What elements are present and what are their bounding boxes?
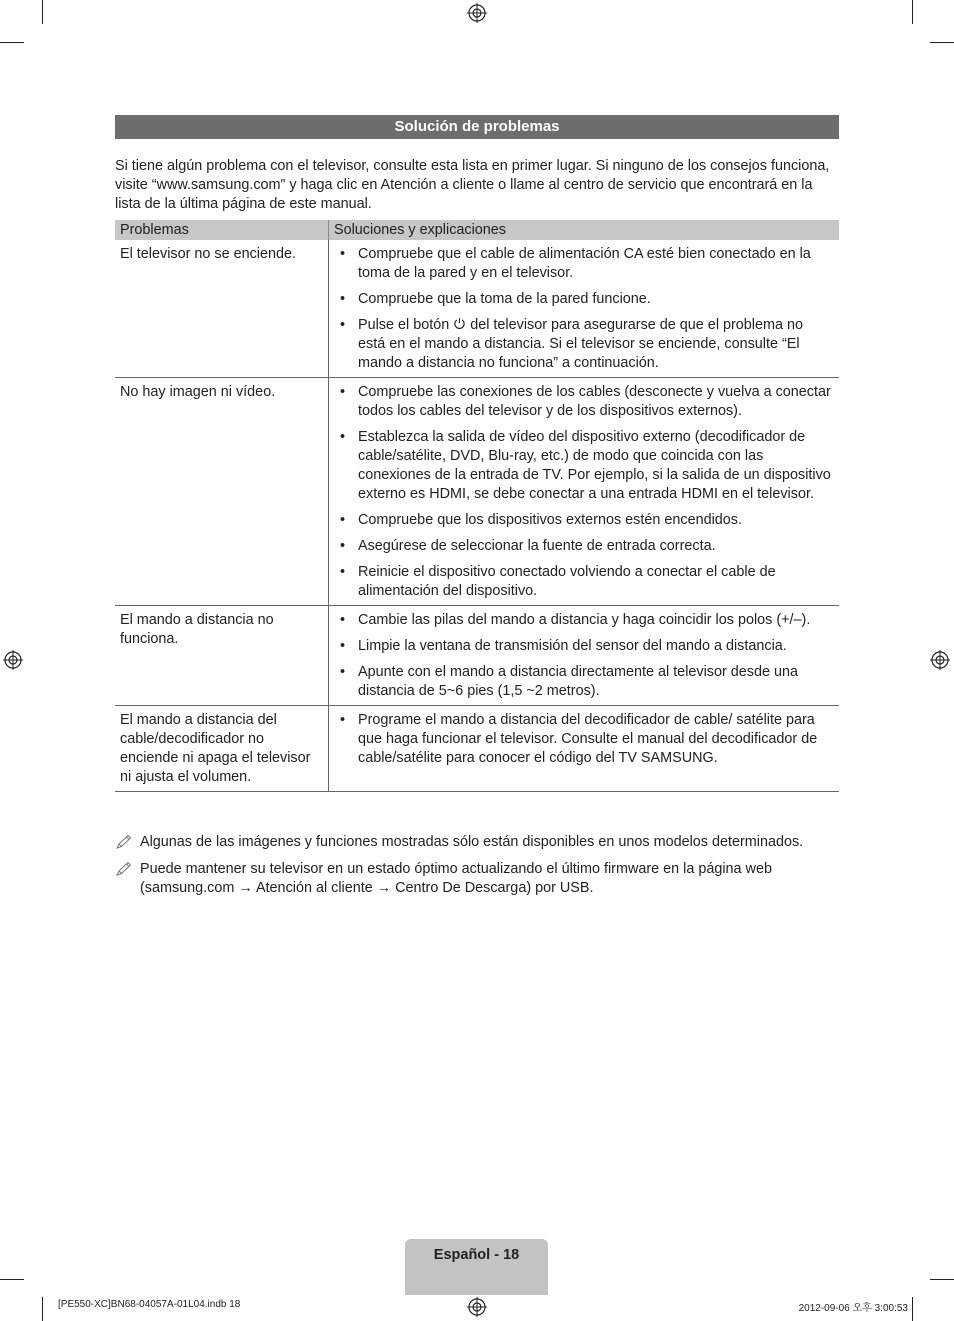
table-row bbox=[115, 706, 839, 792]
table-header-row bbox=[115, 220, 839, 240]
list-item bbox=[334, 511, 834, 530]
crop-mark bbox=[42, 1297, 43, 1321]
solution-text: Compruebe que la toma de la pared funcione. bbox=[358, 291, 651, 307]
list-item bbox=[334, 537, 834, 556]
crop-mark bbox=[0, 42, 24, 43]
bullet: • bbox=[340, 246, 346, 262]
bullet: • bbox=[340, 429, 346, 445]
crop-mark bbox=[912, 0, 913, 24]
solutions-list bbox=[334, 383, 834, 601]
problem-cell: No hay imagen ni vídeo. bbox=[115, 378, 329, 606]
solution-text: Compruebe que los dispositivos externos estén encendidos. bbox=[358, 512, 742, 528]
notes-section bbox=[115, 833, 839, 906]
note-text: Algunas de las imágenes y funciones mostradas sólo están disponibles en unos modelos determinados. bbox=[140, 834, 804, 850]
solution-text: del televisor para asegurarse de que el problema no está en el mando a distancia. Si el televisor se enciende, consulte “El mando a distancia no funciona” a continuación. bbox=[358, 317, 804, 371]
registration-mark-icon bbox=[467, 3, 487, 23]
list-item bbox=[334, 383, 834, 421]
footer-file-name: [PE550-XC]BN68-04057A-01L04.indb 18 bbox=[58, 1299, 241, 1310]
solutions-cell bbox=[329, 706, 840, 792]
note-item bbox=[115, 833, 839, 852]
solution-text: Reinicie el dispositivo conectado volviendo a conectar el cable de alimentación del dispositivo. bbox=[358, 564, 776, 599]
solution-text: Cambie las pilas del mando a distancia y haga coincidir los polos (+/–). bbox=[358, 612, 811, 628]
registration-mark-icon bbox=[3, 650, 23, 670]
bullet: • bbox=[340, 712, 346, 728]
column-header-solutions: Soluciones y explicaciones bbox=[329, 220, 840, 240]
page-number-tab: Español - 18 bbox=[405, 1239, 548, 1295]
list-item bbox=[334, 245, 834, 283]
solution-text: Asegúrese de seleccionar la fuente de entrada correcta. bbox=[358, 538, 716, 554]
bullet: • bbox=[340, 538, 346, 554]
list-item bbox=[334, 663, 834, 701]
list-item bbox=[334, 290, 834, 309]
list-item bbox=[334, 711, 834, 768]
list-item bbox=[334, 563, 834, 601]
list-item bbox=[334, 316, 834, 373]
registration-mark-icon bbox=[930, 650, 950, 670]
crop-mark bbox=[930, 1279, 954, 1280]
power-icon bbox=[453, 317, 466, 330]
solution-text: Limpie la ventana de transmisión del sensor del mando a distancia. bbox=[358, 638, 787, 654]
note-text: Puede mantener su televisor en un estado óptimo actualizando el último firmware en la página web (samsung.com → Atención al cliente → Centro De Descarga) por USB. bbox=[140, 861, 772, 896]
bullet: • bbox=[340, 638, 346, 654]
bullet: • bbox=[340, 384, 346, 400]
crop-mark bbox=[930, 42, 954, 43]
problem-cell: El mando a distancia del cable/decodificador no enciende ni apaga el televisor ni ajusta el volumen. bbox=[115, 706, 329, 792]
problem-cell: El mando a distancia no funciona. bbox=[115, 606, 329, 706]
list-item bbox=[334, 637, 834, 656]
solutions-list bbox=[334, 711, 834, 768]
solution-text: Establezca la salida de vídeo del dispositivo externo (decodificador de cable/satélite, DVD, Blu-ray, etc.) de modo que coincida con las conexiones de la entrada de TV. Por ejemplo, si la salida de un dispositivo externo es HDMI, se debe conectar a una entrada HDMI en el televisor. bbox=[358, 429, 831, 502]
bullet: • bbox=[340, 612, 346, 628]
bullet: • bbox=[340, 664, 346, 680]
bullet: • bbox=[340, 317, 346, 333]
list-item bbox=[334, 611, 834, 630]
footer-timestamp: 2012-09-06 오후 3:00:53 bbox=[798, 1303, 908, 1314]
crop-mark bbox=[912, 1297, 913, 1321]
pencil-note-icon bbox=[115, 861, 133, 877]
table-row bbox=[115, 240, 839, 378]
registration-mark-icon bbox=[467, 1297, 487, 1317]
crop-mark bbox=[0, 1279, 24, 1280]
crop-mark bbox=[42, 0, 43, 24]
solution-text: Compruebe que el cable de alimentación CA esté bien conectado en la toma de la pared y en el televisor. bbox=[358, 246, 811, 281]
solution-text: Compruebe las conexiones de los cables (desconecte y vuelva a conectar todos los cables del televisor y de los dispositivos externos). bbox=[358, 384, 831, 419]
list-item bbox=[334, 428, 834, 504]
section-title: Solución de problemas bbox=[115, 115, 839, 139]
solutions-list bbox=[334, 245, 834, 373]
column-header-problems: Problemas bbox=[115, 220, 329, 240]
troubleshooting-table bbox=[115, 220, 839, 792]
solution-text: Programe el mando a distancia del decodificador de cable/ satélite para que haga funcionar el televisor. Consulte el manual del decodificador de cable/satélite para conocer el código del TV SAMSUNG. bbox=[358, 712, 818, 766]
bullet: • bbox=[340, 512, 346, 528]
problem-cell: El televisor no se enciende. bbox=[115, 240, 329, 378]
solutions-cell bbox=[329, 240, 840, 378]
table-row bbox=[115, 378, 839, 606]
note-item bbox=[115, 860, 839, 898]
solution-text: Pulse el botón bbox=[358, 317, 454, 333]
bullet: • bbox=[340, 564, 346, 580]
solutions-cell bbox=[329, 378, 840, 606]
bullet: • bbox=[340, 291, 346, 307]
solutions-cell bbox=[329, 606, 840, 706]
pencil-note-icon bbox=[115, 834, 133, 850]
table-row bbox=[115, 606, 839, 706]
solutions-list bbox=[334, 611, 834, 701]
solution-text: Apunte con el mando a distancia directamente al televisor desde una distancia de 5~6 pies (1,5 ~2 metros). bbox=[358, 664, 798, 699]
intro-paragraph: Si tiene algún problema con el televisor, consulte esta lista en primer lugar. Si ninguno de los consejos funciona, visite “www.samsung.com” y haga clic en Atención a cliente o llame al centro de servicio que encontrará en la lista de la última página de este manual. bbox=[115, 158, 830, 212]
